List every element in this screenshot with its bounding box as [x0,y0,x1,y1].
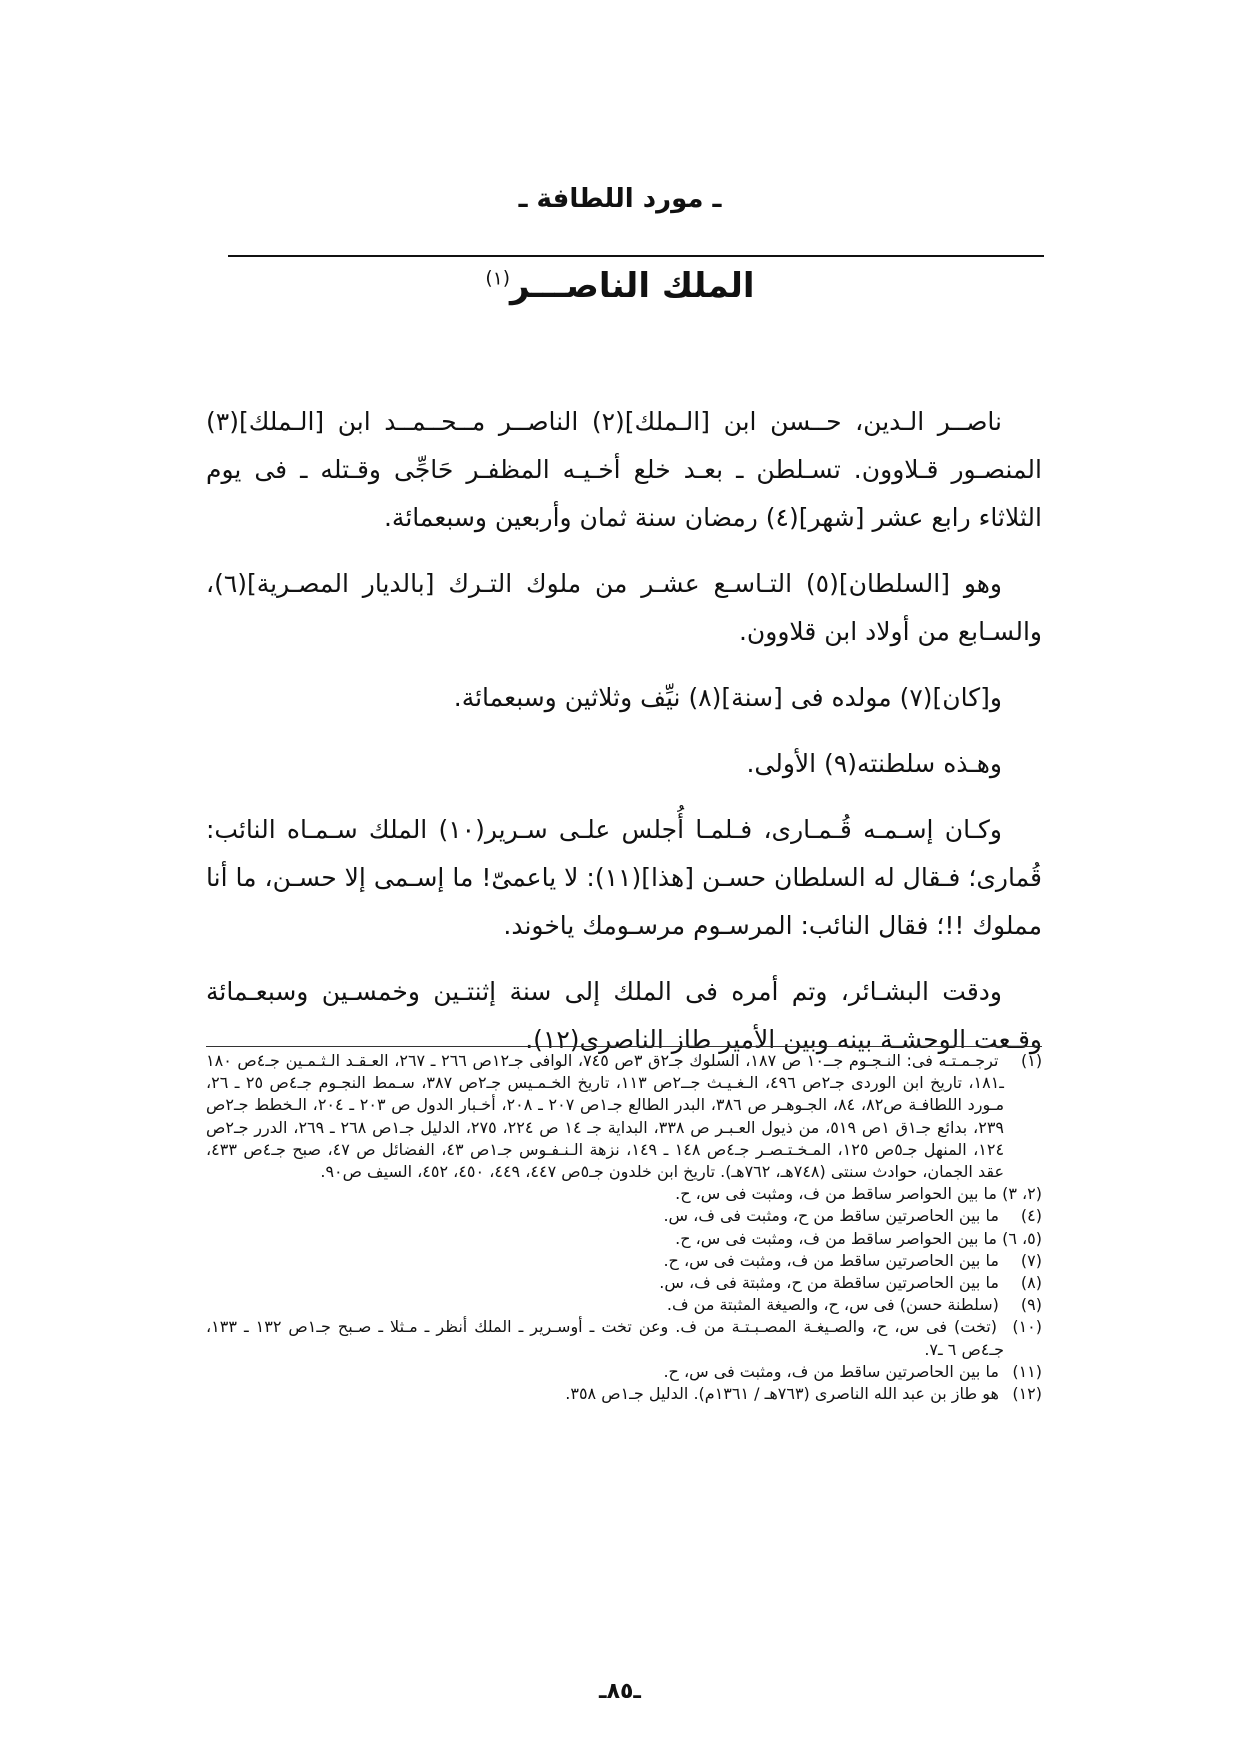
footnote-text: ما بين الحاصرتين ساقط من ف، ومثبت فى س، ح. [663,1361,999,1381]
footnote-number: (٧) [1020,1250,1042,1270]
chapter-title-text: الملك الناصـــر [510,266,755,306]
footnote-number: (٩) [1020,1295,1042,1315]
paragraph: و[كان](٧) مولده فى [سنة](٨) نيِّف وثلاثين وسبعمائة. [453,683,1002,712]
footnote [206,1294,1042,1316]
footnote [206,1183,1042,1205]
paragraph: ناصــر الـدين، حــسن ابن [الـملك](٢) الناصــر مــحــمــد ابن [الـملك](٣) المنصـور قـلاوون. تسـلطن ـ بعـد خلع أخـيـه المظفـر حَاجِّى وقـتله ـ فى يوم الثلاثاء رابع عشر [شهر](٤) رمضان سنة ثمان وأربعين وسبعمائة. [206,407,1042,532]
page-number: ـ٨٥ـ [599,1679,641,1704]
footnote-number: (٥، ٦) [1002,1228,1042,1248]
footnote-number: (١) [1020,1051,1043,1070]
footnote-number: (٨) [1020,1273,1042,1293]
footnote-text: (تخت) فى س، ح، والصـيغـة المصـبـتـة من ف. وعن تخت ـ أوسـرير ـ الملك أنظر ـ مـثلا ـ صـبح جـ١ص ١٣٢ ـ ١٣٣، جـ٤ص ٦ ـ٧. [206,1317,1004,1359]
chapter-title-note: (١) [485,268,511,290]
footnote-text: هو طاز بن عبد الله الناصرى (٧٦٣هـ / ١٣٦١م). الدليل جـ١ص ٣٥٨. [565,1384,999,1404]
footnote-text: ما بين الحواصر ساقط من ف، ومثبت فى س، ح. [675,1228,997,1248]
footnote-text: ترجـمـتـه فى: النـجـوم جــ١٠ ص ١٨٧، السلوك جـ٢ق ٣ص ٧٤٥، الوافى جـ١٢ص ٢٦٦ ـ ٢٦٧، العـقـد الـثـمـين جـ٤ص ١٨٠ ـ١٨١، تاريخ ابن الوردى جـ٢ص ٤٩٦، الـغـيـث جــ٢ص ١١٣، تاريخ الخـمـيس جـ٢ص ٣٨٧، سـمط النجـوم جـ٤ص ٢٥ ـ ٢٦، مـورد اللطافـة ص٨٢، ٨٤، الجـوهـر ص ٣٨٦، البدر الطالع جـ١ص ٢٠٧ ـ ٢٠٨، أخـبار الدول ص ٢٠٣ ـ ٢٠٤، الـخطط جـ٢ص ٢٣٩، بدائع جـ١ق ١ص ٥١٩، من ذيول العـبـر ص ٣٣٨، البداية جـ ١٤ ص ٢٢٤، ٢٧٥، الدليل جـ١ص ٢٦٨ ـ ٢٦٩، الدرر جـ٢ص ١٢٤، المنهل جـ٥ص ١٢٥، المـخـتـصـر جـ٤ص ١٤٨ ـ ١٤٩، نزهة الـنـفـوس جـ١ص ٤٣، الفضائل ص ٤٧، صبح جـ٤ص ٤٣٣، عقد الجمان، حوادث سنتى (٧٤٨هـ، ٧٦٢هـ). تاريخ ابن خلدون جـ٥ص ٤٤٧، ٤٤٩، ٤٥٠، ٤٥٢، السيف ص٩٠. [206,1051,1005,1182]
footnote [206,1228,1042,1250]
footnote [206,1272,1042,1294]
footnote-text: ما بين الحاصرتين ساقط من ف، ومثبت فى س، ح. [663,1250,999,1270]
footnote-text: ما بين الحاصرتين ساقط من ح، ومثبت فى ف، س. [663,1206,999,1226]
paragraph: ودقت البشـائر، وتم أمره فى الملك إلى سنة إثنتـين وخمسـين وسبعـمائة وقـعت الوحشـة بينه وبين الأمير طاز الناصرى(١٢). [206,977,1042,1054]
footnote [206,1427,1042,1449]
footnote [206,1405,1042,1427]
footnote [206,1316,1042,1360]
footnote-number: (٢، ٣) [1002,1184,1042,1204]
header-rule [228,255,1044,257]
footnote-text: (سلطنة حسن) فى س، ح، والصيغة المثبتة من ف. [666,1295,999,1315]
running-head: ـ مورد اللطافة ـ [518,184,722,214]
footnote [206,1383,1042,1405]
footnote [206,1050,1042,1183]
footnote-rule [206,1046,1042,1047]
footnote-number: (١٢) [1012,1384,1042,1404]
footnote-number: (٤) [1020,1206,1042,1226]
footnote-number: (١١) [1012,1361,1042,1381]
footnote [206,1250,1042,1272]
paragraph: وهـذه سلطنته(٩) الأولى. [746,749,1002,778]
chapter-title [0,266,1240,306]
footnotes [206,1050,1042,1450]
body-text [206,398,1042,1082]
footnote-text: ما بين الحواصر ساقط من ف، ومثبت فى س، ح. [675,1184,997,1204]
paragraph: وهو [السلطان](٥) التـاسـع عشـر من ملوك التـرك [بالديار المصـرية](٦)، والسـابع من أولاد ابن قلاوون. [206,569,1042,646]
footnote-text: ما بين الحاصرتين ساقطة من ح، ومثبتة فى ف، س. [659,1273,999,1293]
paragraph: وكـان إسـمـه قُـمـارى، فـلمـا أُجلس علـى سـرير(١٠) الملك سـمـاه النائب: قُمارى؛ فـقال له السلطان حسـن [هذا](١١): لا ياعمىّ! ما إسـمى إلا حسـن، ما أنا مملوك !!؛ فقال النائب: المرسـوم مرسـومك ياخوند. [206,815,1042,940]
footnote [206,1205,1042,1227]
footnote [206,1361,1042,1383]
footnote-number: (١٠) [1012,1317,1042,1337]
